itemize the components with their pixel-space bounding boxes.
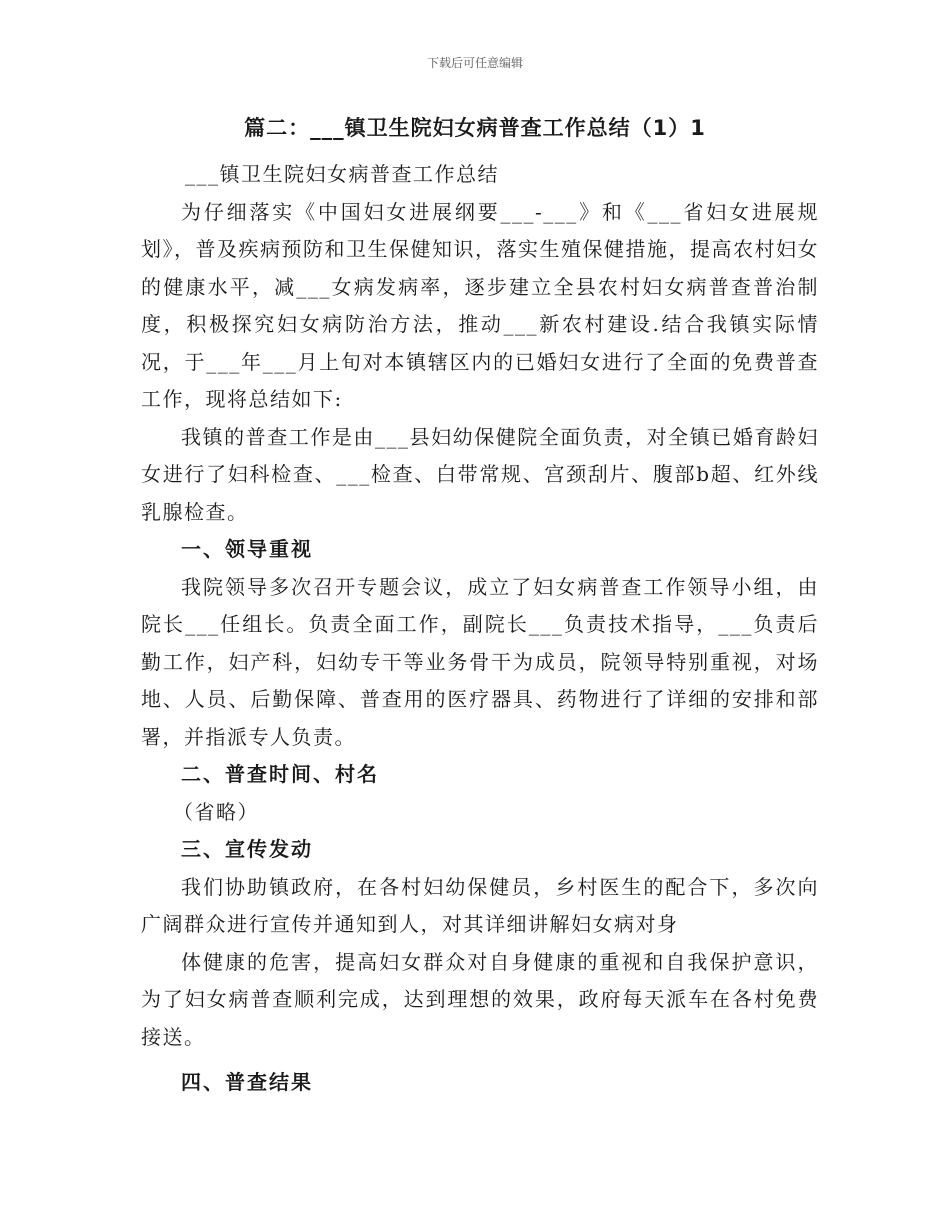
document-title: 篇二：___镇卫生院妇女病普查工作总结（1）1	[244, 116, 706, 140]
paragraph-leadership: 我院领导多次召开专题会议，成立了妇女病普查工作领导小组，由院长___任组长。负责全面工作，副院长___负责技术指导，___负责后勤工作，妇产科，妇幼专干等业务骨干为成员，院领导特别重视，对场地、人员、后勤保障、普查用的医疗器具、药物进行了详细的安排和部署，并指派专人负责。	[141, 574, 819, 749]
section-heading-results: 四、普查结果	[181, 1070, 313, 1094]
section-heading-publicity: 三、宣传发动	[181, 837, 313, 861]
paragraph-publicity-b: 体健康的危害，提高妇女群众对自身健康的重视和自我保护意识，为了妇女病普查顺利完成，达到理想的效果，政府每天派车在各村免费接送。	[141, 949, 819, 1049]
paragraph-schedule: （省略）	[173, 799, 259, 824]
paragraph-scope: 我镇的普查工作是由___县妇幼保健院全面负责，对全镇已婚育龄妇女进行了妇科检查、___检查、白带常规、宫颈刮片、腹部b超、红外线乳腺检查。	[141, 424, 819, 524]
header-note: 下载后可任意编辑	[426, 56, 523, 70]
section-heading-leadership: 一、领导重视	[181, 537, 313, 561]
document-subtitle: ___镇卫生院妇女病普查工作总结	[185, 162, 499, 186]
document-body	[141, 156, 819, 1102]
paragraph-publicity-a: 我们协助镇政府，在各村妇幼保健员，乡村医生的配合下，多次向广阔群众进行宣传并通知到人，对其详细讲解妇女病对身	[141, 874, 819, 936]
section-heading-schedule: 二、普查时间、村名	[181, 762, 379, 786]
paragraph-intro: 为仔细落实《中国妇女进展纲要___-___》和《___省妇女进展规划》，普及疾病预防和卫生保健知识，落实生殖保健措施，提高农村妇女的健康水平，减___女病发病率，逐步建立全县农村妇女病普查普治制度，积极探究妇女病防治方法，推动___新农村建设.结合我镇实际情况，于___年___月上旬对本镇辖区内的已婚妇女进行了全面的免费普查工作，现将总结如下:	[141, 199, 819, 411]
